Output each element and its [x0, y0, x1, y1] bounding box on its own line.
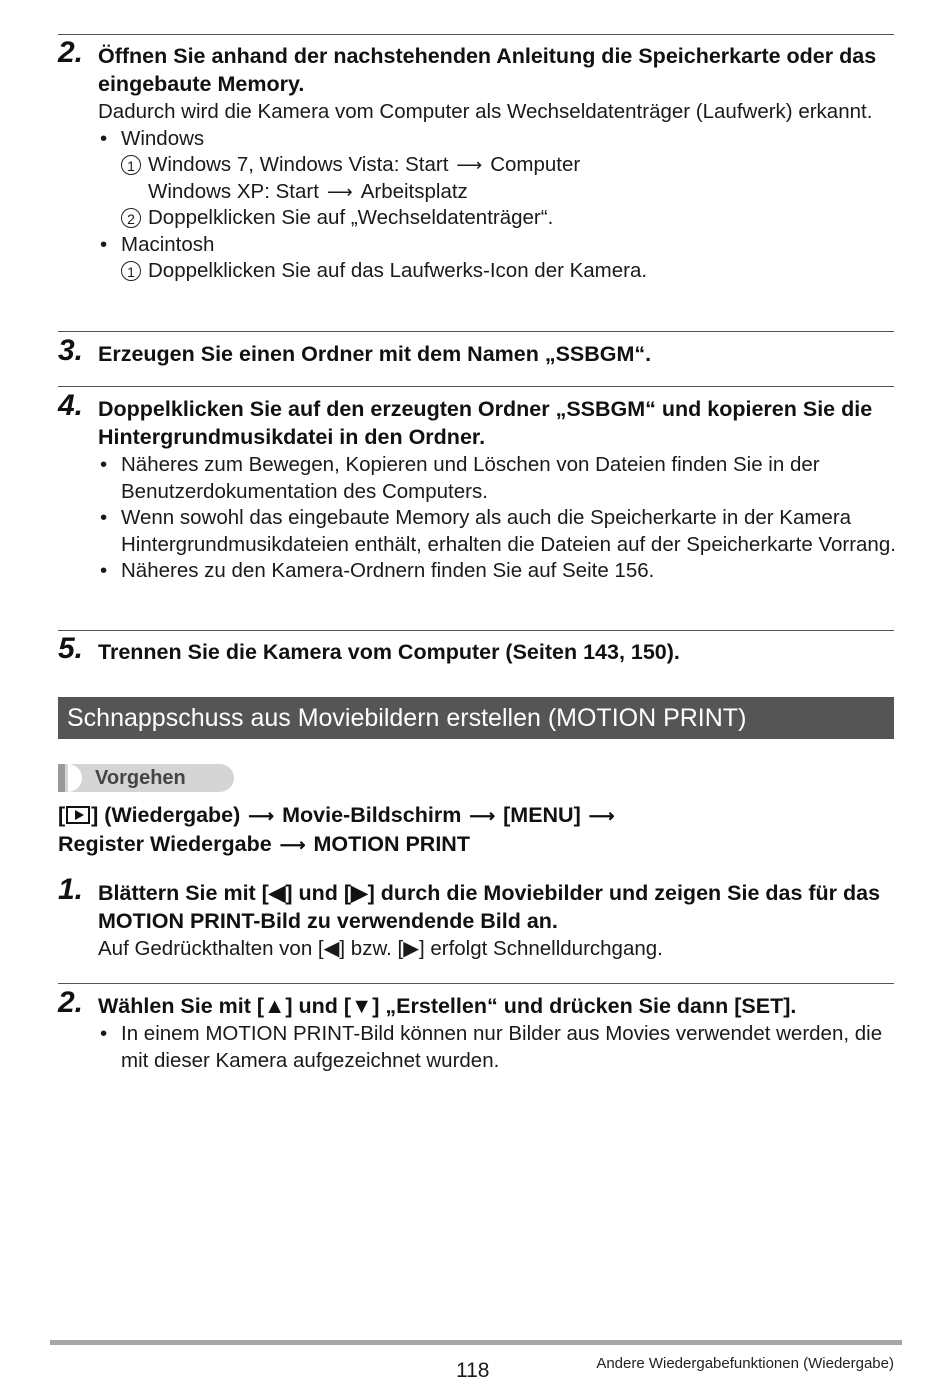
arrow-right-icon: ⟶ [326, 181, 353, 202]
step-description: Auf Gedrückthalten von [◀] bzw. [▶] erfolgt Schnelldurchgang. [98, 937, 663, 960]
motion-print-step-1 [58, 873, 898, 963]
step-3-create-folder [58, 334, 898, 368]
windows-substep-2: 2 Doppelklicken Sie auf „Wechseldatenträger“. [121, 205, 898, 232]
step-number: 2. [58, 986, 84, 1019]
step-5-disconnect [58, 632, 898, 666]
arrow-right-icon: ⟶ [248, 806, 275, 826]
step-title: Blättern Sie mit [◀] und [▶] durch die Moviebilder und zeigen Sie das für das MOTION PRINT-Bild zu verwendende Bild an. [98, 881, 881, 933]
macintosh-label: Macintosh [121, 232, 215, 256]
step-title: Erzeugen Sie einen Ordner mit dem Namen „SSBGM“. [98, 342, 652, 366]
note-item: • In einem MOTION PRINT-Bild können nur Bilder aus Movies verwendet werden, die mit dieser Kamera aufgezeichnet wurden. [100, 1022, 883, 1072]
windows-substep-1: 1 Windows 7, Windows Vista: Start ⟶ Computer Windows XP: Start ⟶ Arbeitsplatz [121, 152, 898, 205]
step-divider [58, 983, 894, 984]
step-number: 1. [58, 873, 84, 906]
note-item: • Näheres zum Bewegen, Kopieren und Löschen von Dateien finden Sie in der Benutzerdokumentation des Computers. [100, 453, 820, 503]
motion-print-step-2 [58, 986, 898, 1074]
footer-section-name: Andere Wiedergabefunktionen (Wiedergabe) [596, 1355, 894, 1372]
page-number: 118 [456, 1359, 490, 1382]
circled-number-1: 1 [121, 155, 141, 175]
arrow-right-icon: ⟶ [588, 806, 615, 826]
step-title: Trennen Sie die Kamera vom Computer (Seiten 143, 150). [98, 640, 680, 664]
windows-label: Windows [121, 126, 205, 150]
macintosh-substep-1: 1 Doppelklicken Sie auf das Laufwerks-Icon der Kamera. [121, 258, 898, 285]
playback-icon [66, 806, 90, 824]
step-divider [58, 386, 894, 387]
circled-number-2: 2 [121, 208, 141, 228]
step-divider [58, 630, 894, 631]
note-item: • Näheres zu den Kamera-Ordnern finden Sie auf Seite 156. [100, 559, 655, 582]
note-item: • Wenn sowohl das eingebaute Memory als auch die Speicherkarte in der Kamera Hintergrundmusikdateien enthält, erhalten die Dateien auf der Speicherkarte Vorrang. [100, 506, 896, 556]
procedure-label: Vorgehen [95, 767, 186, 789]
arrow-right-icon: ⟶ [456, 155, 483, 175]
macintosh-instructions: • Macintosh 1 Doppelklicken Sie auf das Laufwerks-Icon der Kamera. [98, 232, 898, 285]
arrow-right-icon: ⟶ [279, 835, 306, 855]
step-divider [58, 331, 894, 332]
step-description: Dadurch wird die Kamera vom Computer als Wechseldatenträger (Laufwerk) erkannt. [98, 100, 873, 123]
note-list [98, 452, 898, 585]
windows-instructions: • Windows 1 Windows 7, Windows Vista: Start ⟶ Computer Windows XP: Start ⟶ Arbeitsplatz 2 Doppelklicken Sie auf „Wechseldatenträger“. [98, 126, 898, 232]
os-instructions-list [98, 126, 898, 285]
step-title: Wählen Sie mit [▲] und [▼] „Erstellen“ und drücken Sie dann [SET]. [98, 994, 797, 1018]
arrow-right-icon: ⟶ [469, 806, 496, 826]
step-title: Doppelklicken Sie auf den erzeugten Ordner „SSBGM“ und kopieren Sie die Hintergrundmusikdatei in den Ordner. [98, 397, 873, 449]
circled-number-1: 1 [121, 261, 141, 281]
step-number: 2. [58, 36, 84, 69]
step-2-open-storage [58, 36, 898, 285]
step-title: Öffnen Sie anhand der nachstehenden Anleitung die Speicherkarte oder das eingebaute Memory. [98, 44, 877, 96]
footer-rule [50, 1340, 902, 1345]
step-number: 3. [58, 334, 84, 367]
section-heading: Schnappschuss aus Moviebildern erstellen (MOTION PRINT) [58, 697, 894, 739]
step-number: 5. [58, 632, 84, 665]
step-divider [58, 34, 894, 35]
menu-navigation-path: [ ] (Wiedergabe) ⟶ Movie-Bildschirm ⟶ [MENU] ⟶ Register Wiedergabe ⟶ MOTION PRINT [58, 801, 898, 859]
step-4-copy-music [58, 389, 898, 585]
step-number: 4. [58, 389, 84, 422]
note-list [98, 1021, 898, 1074]
procedure-tab [58, 764, 234, 792]
